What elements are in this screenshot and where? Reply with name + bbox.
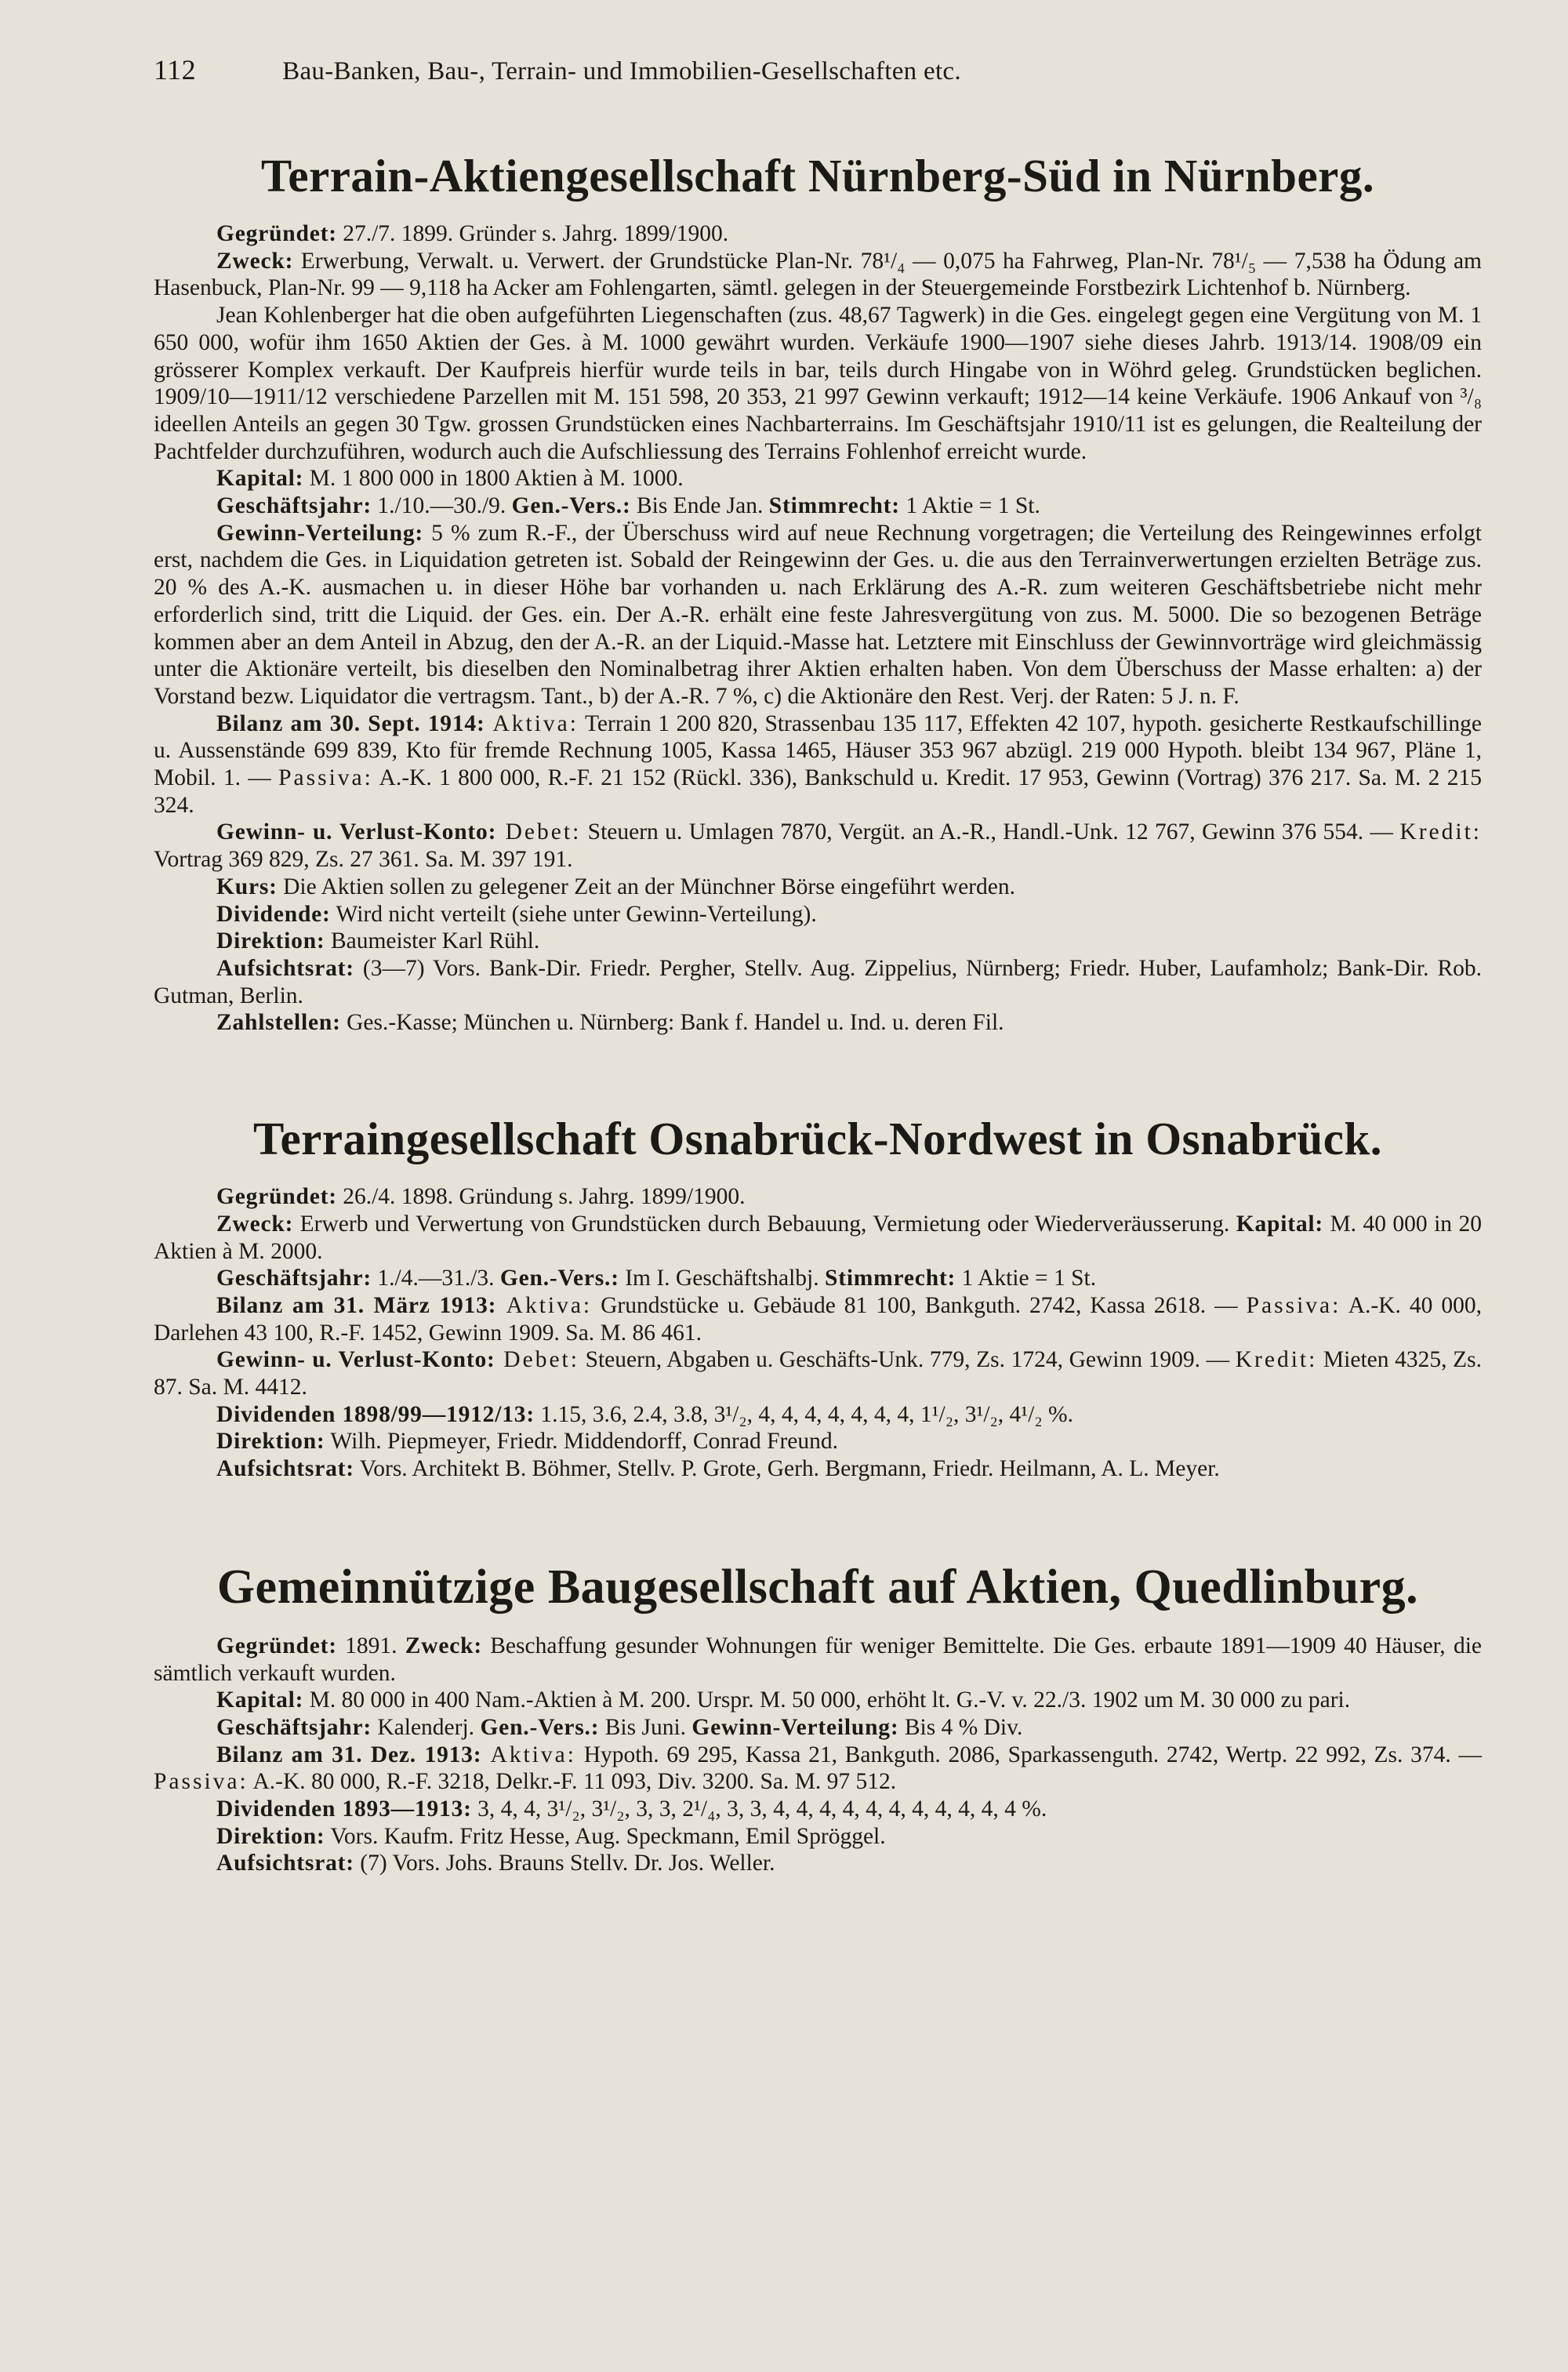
label-direktion: Direktion: (216, 928, 325, 954)
company-title: Terrain-Aktiengesellschaft Nürnberg-Süd in Nürnberg. (260, 150, 1375, 202)
label-gen-vers: Gen.-Vers.: (499, 1266, 619, 1291)
label-stimmrecht: Stimmrecht: (768, 493, 900, 519)
capital-text: M. 80 000 in 400 Nam.-Aktien à M. 200. Urspr. M. 50 000, erhöht lt. G.-V. v. 22./3. 1902 um M. 30 000 zu pari. (303, 1687, 1351, 1713)
fiscal-year-text: Kalenderj. (372, 1714, 481, 1740)
management-line (154, 928, 1482, 955)
gen-vers-text: Bis Juni. (599, 1714, 692, 1740)
label-gegruendet: Gegründet: (216, 221, 337, 246)
dividend-text: Wird nicht verteilt (siehe unter Gewinn-Verteilung). (330, 901, 817, 927)
label-dividende: Dividende: (216, 901, 331, 927)
board-text: Vors. Architekt B. Böhmer, Stellv. P. Grote, Gerh. Bergmann, Friedr. Heilmann, A. L. Meyer. (354, 1456, 1220, 1482)
label-debet: Debet: (496, 819, 582, 845)
dividends-line (154, 1401, 1482, 1429)
fiscal-year-text: 1./10.—30./9. (372, 493, 512, 519)
profit-loss-paragraph (154, 1346, 1482, 1400)
aktiva-text: Grundstücke u. Gebäude 81 100, Bankguth. 2742, Kassa 2618. — (592, 1292, 1247, 1318)
label-debet: Debet: (495, 1347, 579, 1373)
label-kredit: Kredit: (1235, 1347, 1318, 1373)
management-text: Baumeister Karl Rühl. (325, 928, 540, 954)
page-header (154, 53, 1482, 86)
label-gen-vers: Gen.-Vers.: (511, 493, 631, 519)
paying-agents-line (154, 1009, 1482, 1037)
management-text: Vors. Kaufm. Fritz Hesse, Aug. Speckmann, Emil Spröggel. (325, 1823, 886, 1849)
profit-loss-paragraph (154, 819, 1482, 873)
label-zahlstellen: Zahlstellen: (216, 1010, 341, 1036)
label-zweck: Zweck: (405, 1633, 482, 1658)
profit-distribution-text: 5 % zum R.-F., der Überschuss wird auf neue Rechnung vorgetragen; die Verteilung des Reingewinnes erfolgt erst, nachdem die Ges. in Liquidation getreten ist. Sobald der Reingewinn der Ges. u. die aus den Terrainverwertungen erzielten Beträge zus. 20 % des A.-K. ausmachen u. in dieser Höhe bar vorhanden u. nach Erklärung des A.-R. zum weiteren Geschäftsbetriebe nicht mehr erforderlich sind, tritt die Liquid. der Ges. ein. Der A.-R. erhält eine feste Jahresvergütung von zus. M. 5000. Die so bezogenen Beträge kommen aber an dem Anteil in Abzug, den der A.-R. an der Liquid.-Masse hat. Letztere mit Einschluss der Gewinnvorträge wird gleichmässig unter die Aktionäre verteilt, bis dieselben den Nominalbetrag ihrer Aktien erhalten haben. Von dem Überschuss der Masse erhalten: a) der Vorstand bezw. Liquidator die vertragsm. Tant., b) der A.-R. 7 %, c) die Aktionäre den Rest. Verj. der Raten: 5 J. n. F. (154, 520, 1482, 709)
page-number: 112 (154, 54, 197, 85)
course-text: Die Aktien sollen zu gelegener Zeit an der Münchner Börse eingeführt werden. (277, 874, 1015, 899)
profit-distribution-text: Bis 4 % Div. (898, 1714, 1023, 1740)
label-bilanz: Bilanz am 31. Dez. 1913: (216, 1742, 482, 1767)
profit-distribution-paragraph (154, 520, 1482, 710)
gen-vers-text: Im I. Geschäftshalbj. (619, 1266, 825, 1291)
aktiva-text: Hypoth. 69 295, Kassa 21, Bankguth. 2086, Sparkassenguth. 2742, Wertp. 22 992, Zs. 374. — (575, 1742, 1482, 1767)
dividends-line (154, 1796, 1482, 1823)
label-geschaeftsjahr: Geschäftsjahr: (216, 1714, 372, 1740)
management-line (154, 1428, 1482, 1455)
balance-paragraph (154, 1742, 1482, 1796)
label-gewinn-verteilung: Gewinn-Verteilung: (691, 1714, 899, 1740)
label-kapital: Kapital: (1236, 1211, 1323, 1237)
company-entry-nuernberg (154, 149, 1482, 1037)
company-body (154, 220, 1482, 1037)
label-geschaeftsjahr: Geschäftsjahr: (216, 493, 372, 519)
label-aufsichtsrat: Aufsichtsrat: (216, 1851, 354, 1876)
history-paragraph (154, 302, 1482, 465)
label-gewinn-verlust: Gewinn- u. Verlust-Konto: (216, 1347, 495, 1373)
founded-text: 26./4. 1898. Gründung s. Jahrg. 1899/1900. (336, 1184, 746, 1210)
fiscal-year-text: 1./4.—31./3. (372, 1266, 500, 1291)
dividend-line (154, 901, 1482, 928)
label-aktiva: Aktiva: (481, 1742, 576, 1767)
label-gewinn-verteilung: Gewinn-Verteilung: (216, 520, 424, 546)
board-paragraph (154, 955, 1482, 1009)
balance-paragraph (154, 710, 1482, 819)
label-passiva: Passiva: (154, 1769, 249, 1795)
label-gen-vers: Gen.-Vers.: (480, 1714, 600, 1740)
label-zweck: Zweck: (216, 248, 294, 274)
label-aktiva: Aktiva: (485, 710, 579, 736)
passiva-text: A.-K. 40 000, Darlehen 43 100, R.-F. 1452, Gewinn 1909. Sa. M. 86 461. (154, 1292, 1482, 1346)
label-stimmrecht: Stimmrecht: (824, 1266, 956, 1291)
label-passiva: Passiva: (1246, 1292, 1341, 1318)
company-entry-osnabrueck (154, 1112, 1482, 1483)
passiva-text: A.-K. 1 800 000, R.-F. 21 152 (Rückl. 336), Bankschuld u. Kredit. 17 953, Gewinn (Vortrag) 376 217. Sa. M. 2 215 324. (154, 765, 1482, 818)
label-gegruendet: Gegründet: (216, 1184, 337, 1210)
debet-text: Steuern, Abgaben u. Geschäfts-Unk. 779, Zs. 1724, Gewinn 1909. — (579, 1347, 1236, 1373)
label-direktion: Direktion: (216, 1823, 325, 1849)
fiscal-year-line (154, 1265, 1482, 1292)
purpose-text: Beschaffung gesunder Wohnungen für weniger Bemittelte. Die Ges. erbaute 1891—1909 40 Häuser, die sämtlich verkauft wurden. (154, 1633, 1482, 1686)
purpose-text: Erwerbung, Verwalt. u. Verwert. der Grundstücke Plan-Nr. 78¹/₄ — 0,075 ha Fahrweg, Plan-Nr. 78¹/₅ — 7,538 ha Ödung am Hasenbuck, Plan-Nr. 99 — 9,118 ha Acker am Fohlengarten, sämtl. gelegen in der Steuergemeinde Forstbezirk Lichtenhof b. Nürnberg. (154, 248, 1482, 301)
history-text: Jean Kohlenberger hat die oben aufgeführten Liegenschaften (zus. 48,67 Tagwerk) in die Ges. eingelegt gegen eine Vergütung von M. 1 650 000, wofür ihm 1650 Aktien der Ges. à M. 1000 gewährt wurden. Verkäufe 1900—1907 siehe dieses Jahrb. 1913/14. 1908/09 ein grösserer Komplex verkauft. Der Kaufpreis hierfür wurde teils in bar, teils durch Hingabe von in Wöhrd geleg. Grundstücken beglichen. 1909/10—1911/12 verschiedene Parzellen mit M. 151 598, 20 353, 21 997 Gewinn verkauft; 1912—14 keine Verkäufe. 1906 Ankauf von ³/₈ ideellen Anteils an gegen 30 Tgw. grossen Grundstücken eines Nachbarterrains. Im Geschäftsjahr 1910/11 ist es gelungen, die Realteilung der Pachtfelder durchzuführen, wodurch auch die Aufschliessung des Terrains Fohlenhof erreicht wurde. (154, 303, 1482, 464)
paying-agents-text: Ges.-Kasse; München u. Nürnberg: Bank f. Handel u. Ind. u. deren Fil. (340, 1010, 1004, 1036)
label-kapital: Kapital: (216, 466, 304, 492)
management-line (154, 1823, 1482, 1851)
board-paragraph (154, 1455, 1482, 1483)
dividends-text: 1.15, 3.6, 2.4, 3.8, 3¹/₂, 4, 4, 4, 4, 4, 4, 4, 1¹/₂, 3¹/₂, 4¹/₂ %. (534, 1401, 1073, 1427)
board-text: (7) Vors. Johs. Brauns Stellv. Dr. Jos. Weller. (354, 1851, 775, 1876)
board-text: (3—7) Vors. Bank-Dir. Friedr. Pergher, Stellv. Aug. Zippelius, Nürnberg; Friedr. Huber, Laufamholz; Bank-Dir. Rob. Gutman, Berlin. (154, 955, 1482, 1008)
kredit-text: Mieten 4325, Zs. 87. Sa. M. 4412. (154, 1347, 1482, 1400)
kredit-text: Vortrag 369 829, Zs. 27 361. Sa. M. 397 191. (154, 847, 573, 873)
stimmrecht-text: 1 Aktie = 1 St. (899, 493, 1040, 519)
purpose-text: Erwerb und Verwertung von Grundstücken durch Bebauung, Vermietung oder Wiederveräusserung. (293, 1211, 1236, 1237)
aktiva-text: Terrain 1 200 820, Strassenbau 135 117, Effekten 42 107, hypoth. gesicherte Restkaufschillinge u. Aussenstände 699 839, Kto für fremde Rechnung 1005, Kassa 1465, Häuser 353 967 abzügl. 219 000 Hypoth. bleibt 134 967, Pläne 1, Mobil. 1. — (154, 710, 1482, 791)
label-bilanz: Bilanz am 31. März 1913: (216, 1292, 497, 1318)
capital-text: M. 40 000 in 20 Aktien à M. 2000. (154, 1211, 1482, 1264)
company-body (154, 1183, 1482, 1483)
passiva-text: A.-K. 80 000, R.-F. 3218, Delkr.-F. 11 093, Div. 3200. Sa. M. 97 512. (248, 1769, 897, 1795)
balance-paragraph (154, 1292, 1482, 1346)
label-dividenden: Dividenden 1893—1913: (216, 1796, 472, 1822)
label-bilanz: Bilanz am 30. Sept. 1914: (216, 710, 485, 736)
founded-line (154, 220, 1482, 248)
label-gewinn-verlust: Gewinn- u. Verlust-Konto: (216, 819, 497, 845)
label-kurs: Kurs: (216, 874, 278, 899)
gen-vers-text: Bis Ende Jan. (630, 493, 769, 519)
founded-line (154, 1633, 1482, 1687)
label-aktiva: Aktiva: (496, 1292, 593, 1318)
dividends-text: 3, 4, 4, 3¹/₂, 3¹/₂, 3, 3, 2¹/₄, 3, 3, 4, 4, 4, 4, 4, 4, 4, 4, 4, 4, 4 %. (471, 1796, 1047, 1822)
purpose-paragraph (154, 248, 1482, 302)
course-line (154, 874, 1482, 901)
company-entry-quedlinburg (154, 1560, 1482, 1877)
label-geschaeftsjahr: Geschäftsjahr: (216, 1266, 372, 1291)
label-aufsichtsrat: Aufsichtsrat: (216, 955, 354, 981)
capital-line (154, 465, 1482, 492)
founded-text: 1891. (336, 1633, 405, 1658)
label-kapital: Kapital: (216, 1687, 304, 1713)
label-aufsichtsrat: Aufsichtsrat: (216, 1456, 354, 1482)
running-title: Bau-Banken, Bau-, Terrain- und Immobilien-Gesellschaften etc. (282, 57, 961, 85)
purpose-paragraph (154, 1211, 1482, 1265)
label-gegruendet: Gegründet: (216, 1633, 337, 1658)
founded-text: 27./7. 1899. Gründer s. Jahrg. 1899/1900. (336, 221, 729, 246)
fiscal-year-line (154, 1714, 1482, 1742)
company-title: Terraingesellschaft Osnabrück-Nordwest in Osnabrück. (253, 1113, 1382, 1165)
fiscal-year-line (154, 492, 1482, 520)
capital-paragraph (154, 1687, 1482, 1714)
label-passiva: Passiva: (278, 765, 373, 791)
stimmrecht-text: 1 Aktie = 1 St. (956, 1266, 1097, 1291)
founded-line (154, 1183, 1482, 1211)
company-body (154, 1633, 1482, 1877)
management-text: Wilh. Piepmeyer, Friedr. Middendorff, Conrad Freund. (325, 1429, 839, 1455)
label-direktion: Direktion: (216, 1429, 325, 1455)
label-dividenden: Dividenden 1898/99—1912/13: (216, 1401, 535, 1427)
board-line (154, 1850, 1482, 1877)
label-zweck: Zweck: (216, 1211, 294, 1237)
label-kredit: Kredit: (1399, 819, 1482, 845)
company-title: Gemeinnützige Baugesellschaft auf Aktien, Quedlinburg. (216, 1560, 1419, 1614)
debet-text: Steuern u. Umlagen 7870, Vergüt. an A.-R., Handl.-Unk. 12 767, Gewinn 376 554. — (581, 819, 1400, 845)
capital-text: M. 1 800 000 in 1800 Aktien à M. 1000. (303, 466, 684, 492)
